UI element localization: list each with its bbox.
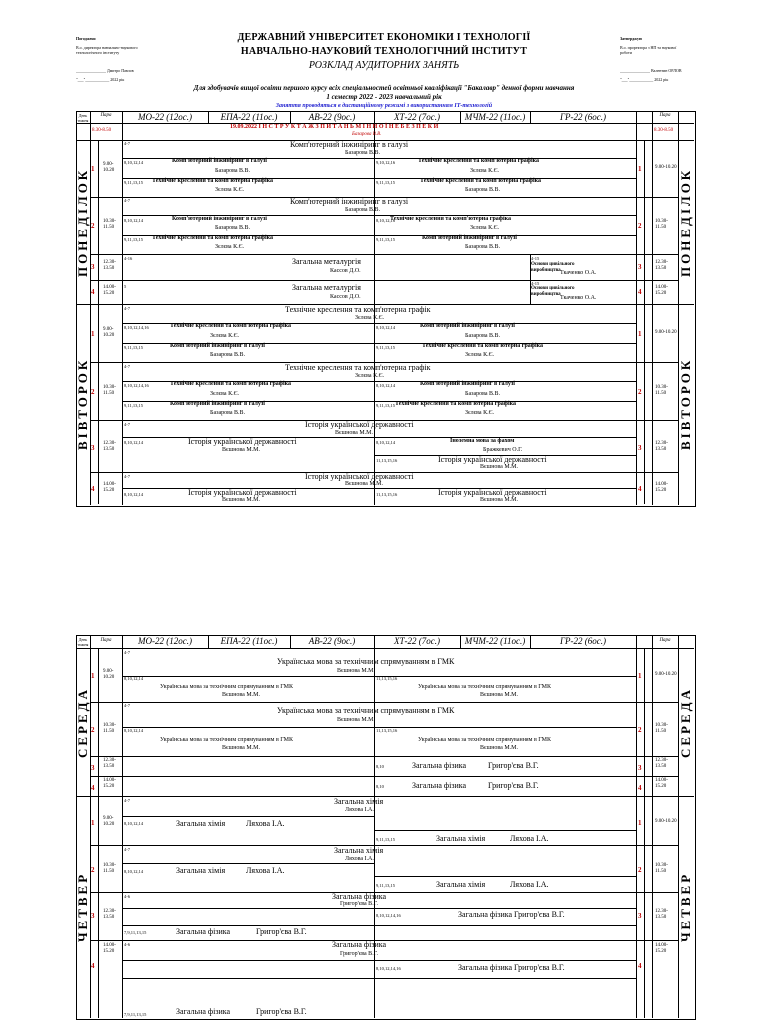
teacher: Базарова В.В. [345,150,381,156]
teacher: Вєшнова М.М. [337,668,375,674]
groups-code: 9,11,13,15 [376,837,395,842]
day-wednesday-left: СЕРЕДА [75,686,90,758]
group-header-epa: ЕПА-22 (11ос.) [220,112,278,122]
groups-code: 8,10,12,14 [124,676,144,681]
teacher: Кассов Д.О. [330,268,361,274]
groups-code: 4-7 [124,798,130,803]
groups-code: 8,10,12,14 [124,218,144,223]
teacher: Ляхова І.А. [345,807,374,813]
pair-time: 10.30-11.50 [655,219,668,230]
teacher: Бражкевич О.Г. [483,447,523,453]
subject: Українська мова за технічним спрямуванням в ГМК [418,737,552,743]
para-col-header: Пара [100,113,112,118]
teacher: Ляхова І.А. [510,834,549,843]
subject: Загальна фізика [332,940,387,949]
groups-code: 8,10,12,14 [124,821,144,826]
groups-code: 4-7 [124,306,130,311]
groups-code: 8,10,12,14,16 [376,966,401,971]
teacher: Ткаченко О.А. [560,295,597,301]
groups-code: 9,11,13,15 [376,403,395,408]
subject: Комп'ютерний інжиніринг в галузі [170,343,265,349]
subject: Технічне креслення та комп'ютерна графіка [152,235,273,241]
subject: Технічне креслення та комп'ютерна графіка [170,381,291,387]
groups-code: 8,10,12,14 [376,440,396,445]
semester: 1 семестр 2022 - 2023 навчальний рік [326,93,442,101]
groups-code: 4-7 [124,474,130,479]
groups-code: 8,10,12,14 [124,160,144,165]
groups-code: 9,11,13,15 [124,403,143,408]
briefing-time-left: 8.30-8.50 [92,128,112,133]
pair-time: 12.30-13.50 [103,909,116,920]
teacher: Григор'єва В.Г. [514,963,565,972]
subject: Технічне креслення та комп'ютерна графіка [152,178,273,184]
groups-code: 8,10,12,14 [124,492,144,497]
pair-number: 4 [91,288,95,296]
subject: Історія української державності [438,488,547,497]
university-name: ДЕРЖАВНИЙ УНІВЕРСИТЕТ ЕКОНОМІКИ І ТЕХНОЛОГІЇ [237,32,531,43]
subject: Основи цивільного виробництва [531,286,575,297]
teacher: Базарова В.В. [210,352,246,358]
subject: Загальна хімія [176,866,226,875]
day-monday-left: ПОНЕДІЛОК [75,167,90,277]
pair-number: 2 [638,222,642,230]
groups-code: 5 [124,284,127,289]
teacher: Вєшнова М.М. [480,692,518,698]
approval-left-date: "___"____________ 2022 рік [76,77,125,82]
teacher: Вєшнова М.М. [345,481,383,487]
subject: Загальна фізика [458,910,513,919]
pair-time: 12.30-13.50 [103,758,116,769]
subject: Історія української державності [188,488,297,497]
day-thursday-right: ЧЕТВЕР [678,871,693,943]
subject: Загальна металургія [292,257,361,266]
pair-number: 2 [91,222,95,230]
group-header-mo: МО-22 (12ос.) [138,112,192,122]
teacher: Григор'єва В.Г. [488,761,539,770]
subject: Загальна металургія [292,283,361,292]
approval-right-line2: роботи [620,50,632,55]
group-header-gr: ГР-22 (6ос.) [559,112,607,122]
pair-number: 2 [91,388,95,396]
pair-number: 1 [638,672,642,680]
groups-code: 11,13,15,16 [376,728,398,733]
approval-right-title: Затверджую [620,36,643,41]
groups-code: 4-6 [124,942,130,947]
teacher: Зєлєва К.Є. [465,352,495,358]
pair-time: 9.00-10.20 [103,816,115,827]
subject: Загальна хімія [334,846,384,855]
pair-time: 12.30-13.50 [103,441,116,452]
groups-code: 11,13,15,16 [376,458,398,463]
subject: Технічне креслення та комп'ютерна графік [285,305,431,314]
groups-code: 9,11,13,15 [376,237,395,242]
pair-number: 2 [638,866,642,874]
teacher: Вєшнова М.М. [222,497,260,503]
pair-time: 10.30-11.50 [103,723,116,734]
pair-time: 9.00-10.20 [103,162,115,173]
pair-time: 10.30-11.50 [655,863,668,874]
groups-code: 8,10,12,14 [124,728,144,733]
teacher: Вєшнова М.М. [480,745,518,751]
groups-code: 8,10 [376,764,384,769]
groups-code: 4-16 [124,256,133,261]
pair-time: 14.00-15.20 [103,482,116,493]
pair-time: 9.00-10.20 [655,672,677,677]
pair-number: 3 [91,912,95,920]
pair-number: 2 [638,726,642,734]
pair-time: 9.00-10.20 [655,330,677,335]
groups-code: 7,9,11,13,15 [124,930,147,935]
subject: Основи цивільного виробництва [531,262,575,273]
groups-code: 9,11,13,15 [376,180,395,185]
pair-number: 3 [638,764,642,772]
group-header-mo: МО-22 (12ос.) [138,636,192,646]
approval-right-sign: _______________ Валентин ОРЛОВ [620,68,682,73]
subject: Комп'ютерний інжиніринг в галузі [422,235,517,241]
teacher: Базарова В.В. [215,225,251,231]
group-header-xt: ХТ-22 (7ос.) [394,636,440,646]
pair-time: 10.30-11.50 [655,723,668,734]
groups-code: 4-7 [124,703,130,708]
briefing-text: 19.09.2022 І Н С Т Р У К Т А Ж З П И Т А Н Ь М І Н Н О Ї Н Е Б Е З П Е К И [230,124,439,130]
subject: Комп'ютерний інжиніринг в галузі [170,401,265,407]
groups-code: 4-7 [124,650,130,655]
subject: Загальна хімія [334,797,384,806]
pair-number: 3 [91,263,95,271]
pair-number: 4 [91,485,95,493]
teacher: Зєлєва К.Є. [215,187,245,193]
teacher: Зєлєва К.Є. [215,244,245,250]
group-header-mchm: МЧМ-22 (11ос.) [464,112,526,122]
groups-code: 8,10,12,14,16 [124,383,149,388]
day-tuesday-right: ВІВТОРОК [678,357,693,451]
pair-number: 1 [91,672,95,680]
approval-right-line1: В.о. проректора з НП та наукової [620,45,677,50]
subject: Загальна фізика [412,781,467,790]
approval-left-sign: _______________ Дмитро Павлов [76,68,134,73]
institute-name: НАВЧАЛЬНО-НАУКОВИЙ ТЕХНОЛОГІЧНИЙ ІНСТИТУТ [240,46,528,57]
subject: Загальна фізика [458,963,513,972]
subject: Загальна хімія [436,880,486,889]
groups-code: 9,10,12,16 [376,160,396,165]
teacher: Григор'єва В.Г. [340,951,378,957]
groups-code: 4-7 [124,364,130,369]
pair-time: 12.30-13.50 [655,260,668,271]
teacher: Григор'єва В.Г. [256,1007,307,1016]
group-header-av: АВ-22 (9ос.) [308,112,356,122]
pair-time: 14.00-15.20 [103,943,116,954]
pair-number: 4 [638,784,642,792]
groups-code: 4-7 [124,422,130,427]
teacher: Зєлєва К.Є. [470,168,500,174]
groups-code: 8,10,12,14,16 [124,325,149,330]
teacher: Базарова В.В. [215,168,251,174]
teacher: Вєшнова М.М. [335,430,373,436]
teacher: Вєшнова М.М. [480,497,518,503]
group-header-xt: ХТ-22 (7ос.) [394,112,440,122]
pair-number: 3 [638,444,642,452]
subject: Українська мова за технічним спрямуванням в ГМК [160,737,294,743]
pair-number: 4 [638,485,642,493]
pair-number: 4 [91,962,95,970]
teacher: Вєшнова М.М. [222,692,260,698]
subject: Історія української державності [305,420,414,429]
day-wednesday-right: СЕРЕДА [678,686,693,758]
teacher: Зєлєва К.Є. [210,333,240,339]
pair-time: 14.00-15.20 [655,285,668,296]
pair-number: 2 [638,388,642,396]
subject: Загальна хімія [176,819,226,828]
teacher: Григор'єва В.Г. [488,781,539,790]
subject: Українська мова за технічним спрямуванням в ГМК [418,684,552,690]
pair-number: 3 [638,912,642,920]
pair-number: 2 [91,726,95,734]
groups-code: 11,13,15,16 [376,492,398,497]
groups-code: 4-7 [124,141,130,146]
subject: Комп'ютерний інжиніринг в галузі [420,381,515,387]
pair-number: 1 [638,165,642,173]
pair-time: 14.00-15.20 [655,482,668,493]
teacher: Григор'єва В.Г. [514,910,565,919]
groups-code: 8,10,12,14 [124,440,144,445]
groups-code: 8,10,12,14 [376,383,396,388]
approval-left-title: Погоджено [76,36,96,41]
pair-number: 4 [91,784,95,792]
groups-code: 9,11,13,15 [376,883,395,888]
groups-code: 4-6 [124,894,130,899]
subject: Комп'ютерний інжиніринг в галузі [290,140,409,149]
teacher: Григор'єва В.Г. [340,901,378,907]
briefing-time-right: 8.30-8.50 [654,128,674,133]
subject: Історія української державності [188,437,297,446]
schedule-subtitle: Для здобувачів вищої освіти першого курсу всіх спеціальностей освітньої кваліфікації "Бакалавр" денної форми навчання [193,84,575,92]
pair-time: 9.00-10.20 [103,327,115,338]
groups-code: 4-15 [531,256,540,261]
groups-code: 9,11,13,15 [124,237,143,242]
schedule-table-2 [76,635,696,1020]
group-header-gr: ГР-22 (6ос.) [559,636,607,646]
subject: Технічне креслення та комп'ютерна графіка [422,343,543,349]
pair-time: 14.00-15.20 [103,285,116,296]
subject: Загальна фізика [176,1007,231,1016]
para-col-header: Пара [100,638,112,643]
teacher: Вєшнова М.М. [222,745,260,751]
pair-time: 14.00-15.20 [655,778,668,789]
subject: Загальна фізика [176,927,231,936]
day-col-header: День тижня [77,113,89,123]
groups-code: 8,10,12,14,16 [376,913,401,918]
group-header-mchm: МЧМ-22 (11ос.) [464,636,526,646]
teacher: Вєшнова М.М. [337,717,375,723]
day-thursday-left: ЧЕТВЕР [75,871,90,943]
pair-number: 4 [638,962,642,970]
groups-code: 8,10,12,14 [376,325,396,330]
groups-code: 7,9,11,13,15 [124,1012,147,1017]
subject: Комп'ютерний інжиніринг в галузі [172,216,267,222]
distance-notice: Заняття проводяться в дистанційному режимі з використанням ІТ-технологій [275,103,493,109]
groups-code: 8,10,12,14 [124,869,144,874]
subject: Комп'ютерний інжиніринг в галузі [172,158,267,164]
pair-time: 14.00-15.20 [103,778,116,789]
teacher: Базарова В.В. [465,187,501,193]
subject: Технічне креслення та комп'ютерна графіка [170,323,291,329]
pair-number: 3 [91,764,95,772]
pair-time: 14.00-15.20 [655,943,668,954]
group-header-epa: ЕПА-22 (11ос.) [220,636,278,646]
groups-code: 8,10,12,16 [376,218,396,223]
teacher: Вєшнова М.М. [222,447,260,453]
groups-code: 4-15 [531,281,540,286]
pair-time: 9.00-10.20 [103,669,115,680]
pair-time: 10.30-11.50 [655,385,668,396]
subject: Історія української державності [438,455,547,464]
subject: Технічне креслення та комп'ютерна графіка [420,178,541,184]
pair-time: 12.30-13.50 [655,441,668,452]
subject: Українська мова за технічним спрямуванням в ГМК [277,706,455,715]
groups-code: 9,11,13,15 [124,180,143,185]
teacher: Ляхова І.А. [510,880,549,889]
day-col-header: День тижня [77,637,89,647]
groups-code: 4-7 [124,847,130,852]
groups-code: 8,10 [376,784,384,789]
pair-time: 10.30-11.50 [103,385,116,396]
pair-number: 1 [91,330,95,338]
teacher: Зєлєва К.Є. [355,373,385,379]
teacher: Зєлєва К.Є. [465,410,495,416]
pair-number: 2 [91,866,95,874]
subject: Українська мова за технічним спрямуванням в ГМК [160,684,294,690]
briefing-teacher: Базарова В.В. [352,132,382,137]
teacher: Ляхова І.А. [246,866,285,875]
teacher: Базарова В.В. [210,410,246,416]
pair-number: 1 [638,819,642,827]
approval-right-date: "___"____________ 2022 рік [620,77,669,82]
pair-time: 10.30-11.50 [103,219,116,230]
teacher: Зєлєва К.Є. [355,315,385,321]
group-header-av: АВ-22 (9ос.) [308,636,356,646]
subject: Загальна фізика [332,892,387,901]
pair-time: 9.00-10.20 [655,819,677,824]
subject: Технічне креслення та комп'ютерна графіка [390,216,511,222]
approval-left-line1: В.о. директора навчально-наукового [76,45,138,50]
pair-number: 1 [91,819,95,827]
subject: Комп'ютерний інжиніринг в галузі [420,323,515,329]
teacher: Григор'єва В.Г. [256,927,307,936]
pair-time: 12.30-13.50 [655,758,668,769]
pair-time: 12.30-13.50 [655,909,668,920]
teacher: Зєлєва К.Є. [210,391,240,397]
subject: Технічне креслення та комп'ютерна графік [285,363,431,372]
subject: Загальна фізика [412,761,467,770]
pair-time: 10.30-11.50 [103,863,116,874]
subject: Іноземна мова за фахом [450,438,515,444]
teacher: Ляхова І.А. [246,819,285,828]
schedule-title: РОЗКЛАД АУДИТОРНИХ ЗАНЯТЬ [308,60,460,71]
para-col-header-right: Пара [659,113,671,118]
subject: Історія української державності [305,472,414,481]
para-col-header-right: Пара [659,638,671,643]
pair-time: 9.00-10.20 [655,165,677,170]
teacher: Базарова В.В. [345,207,381,213]
teacher: Базарова В.В. [465,244,501,250]
pair-time: 12.30-13.50 [103,260,116,271]
teacher: Ляхова І.А. [345,856,374,862]
groups-code: 11,13,15,16 [376,676,398,681]
pair-number: 4 [638,288,642,296]
day-tuesday-left: ВІВТОРОК [75,357,90,451]
subject: Технічне креслення та комп'ютерна графіка [418,158,539,164]
groups-code: 9,11,13,15 [376,345,395,350]
teacher: Вєшнова М.М. [480,464,518,470]
pair-number: 1 [91,165,95,173]
day-monday-right: ПОНЕДІЛОК [678,167,693,277]
pair-number: 3 [91,444,95,452]
teacher: Кассов Д.О. [330,294,361,300]
pair-number: 1 [638,330,642,338]
subject: Українська мова за технічним спрямуванням в ГМК [277,657,455,666]
subject: Загальна хімія [436,834,486,843]
pair-number: 3 [638,263,642,271]
approval-left-line2: технологічного інституту [76,50,120,55]
teacher: Базарова В.В. [465,333,501,339]
subject: Технічне креслення та комп'ютерна графіка [395,401,516,407]
groups-code: 4-7 [124,198,130,203]
groups-code: 9,11,13,15 [124,345,143,350]
teacher: Ткаченко О.А. [560,270,597,276]
teacher: Базарова В.В. [465,391,501,397]
subject: Комп'ютерний інжиніринг в галузі [290,197,409,206]
teacher: Зєлєва К.Є. [470,225,500,231]
